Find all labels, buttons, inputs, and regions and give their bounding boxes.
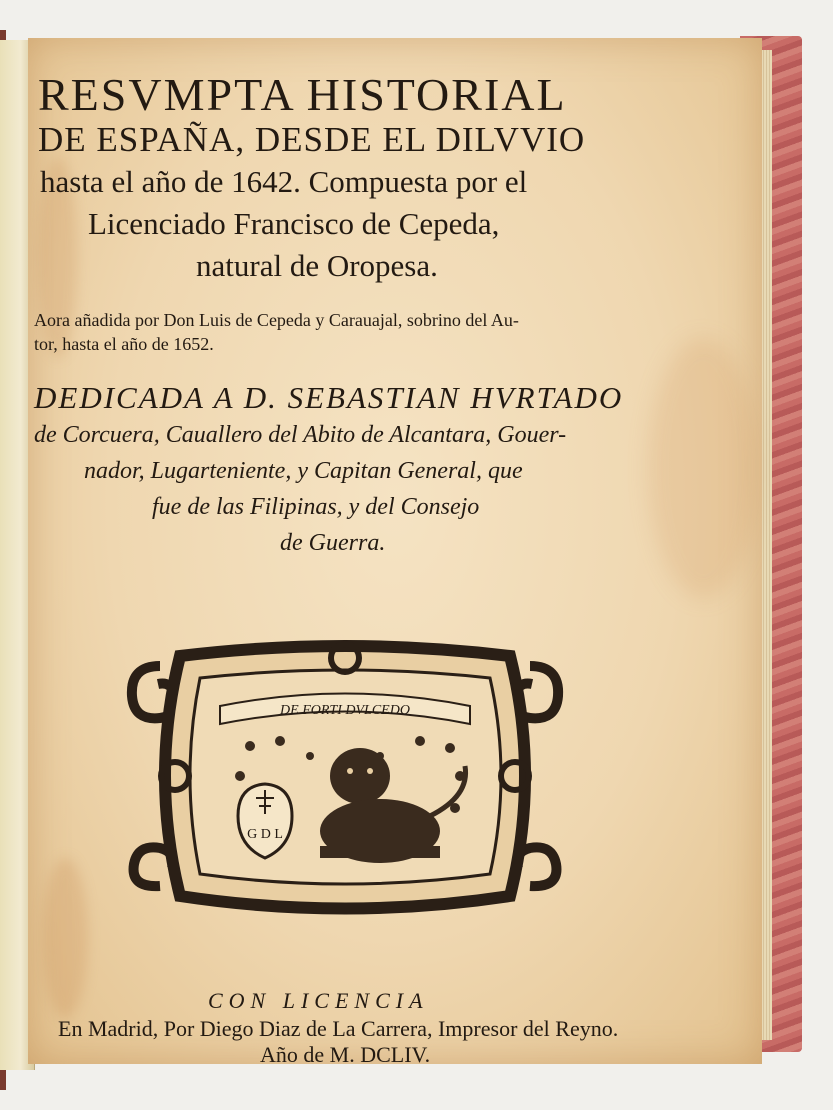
title-line-5: natural de Oropesa. [196, 248, 438, 283]
dedication-line-3: nador, Lugarteniente, y Capitan General, que [84, 458, 523, 484]
foxing-stain [43, 858, 88, 1018]
addition-line-1: Aora añadida por Don Luis de Cepeda y Carauajal, sobrino del Au- [34, 310, 519, 330]
title-line-3: hasta el año de 1642. Compuesta por el [40, 164, 528, 199]
dedication-line-4: fue de las Filipinas, y del Consejo [152, 494, 480, 520]
title-line-1: RESVMPTA HISTORIAL [38, 69, 567, 120]
emblem-letters: G D L [247, 827, 283, 842]
printers-device-emblem [120, 626, 570, 926]
emblem-motto: DE FORTI DVLCEDO [280, 703, 410, 718]
title-line-2: DE ESPAÑA, DESDE EL DILVVIO [38, 120, 586, 159]
dedication-line-2: de Corcuera, Cauallero del Abito de Alcantara, Gouer- [34, 422, 567, 448]
dedication-line-1: DEDICADA A D. SEBASTIAN HVRTADO [34, 380, 624, 415]
dedication-line-5: de Guerra. [280, 530, 386, 556]
title-line-4: Licenciado Francisco de Cepeda, [88, 206, 500, 241]
addition-line-2: tor, hasta el año de 1652. [34, 334, 214, 354]
license-line: CON LICENCIA [208, 988, 429, 1013]
imprint-line-2: Año de M. DCLIV. [260, 1042, 431, 1067]
imprint-line-1: En Madrid, Por Diego Diaz de La Carrera, Impresor del Reyno. [58, 1016, 619, 1041]
title-page [28, 38, 762, 1067]
